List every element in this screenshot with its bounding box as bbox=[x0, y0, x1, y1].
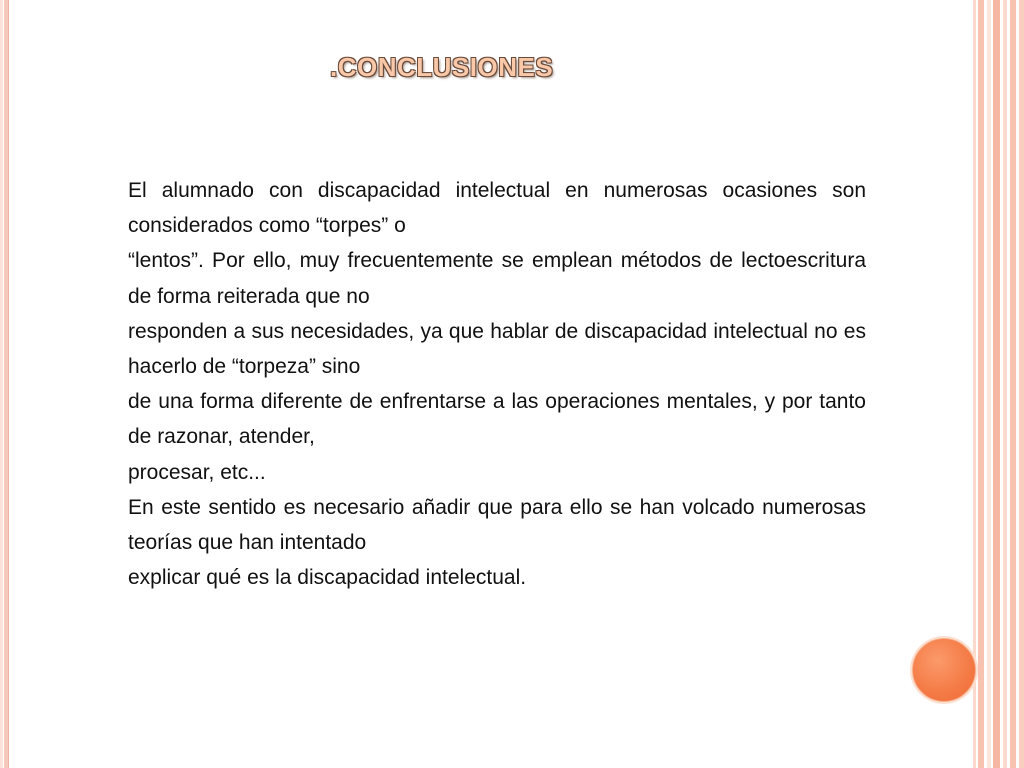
stripe bbox=[993, 0, 1000, 768]
body-paragraph: explicar qué es la discapacidad intelectual. bbox=[128, 566, 527, 590]
stripe bbox=[1019, 0, 1024, 768]
stripe bbox=[973, 0, 976, 768]
body-paragraph: “lentos”. Por ello, muy frecuentemente se emplean métodos de lectoescritura de forma reiterada que no bbox=[128, 249, 866, 308]
body-paragraph: de una forma diferente de enfrentarse a las operaciones mentales, y por tanto de razonar, atender, bbox=[128, 390, 866, 449]
body-paragraph: En este sentido es necesario añadir que para ello se han volcado numerosas teorías que han intentado bbox=[128, 495, 866, 555]
left-border-outer bbox=[0, 0, 3, 768]
decorative-orange-circle bbox=[912, 638, 976, 702]
stripe bbox=[987, 0, 991, 768]
right-decorative-stripes bbox=[968, 0, 1024, 768]
stripe bbox=[1010, 0, 1016, 768]
stripe bbox=[978, 0, 984, 768]
stripe bbox=[1003, 0, 1007, 768]
body-paragraph: procesar, etc... bbox=[128, 460, 266, 484]
left-border bbox=[4, 0, 9, 768]
slide-body bbox=[128, 173, 866, 595]
body-paragraph: El alumnado con discapacidad intelectual en numerosas ocasiones son considerados como “torpes” o bbox=[128, 179, 866, 238]
body-paragraph: responden a sus necesidades, ya que hablar de discapacidad intelectual no es hacerlo de “torpeza” sino bbox=[128, 319, 866, 379]
slide-title: .CONCLUSIONES bbox=[330, 52, 554, 82]
